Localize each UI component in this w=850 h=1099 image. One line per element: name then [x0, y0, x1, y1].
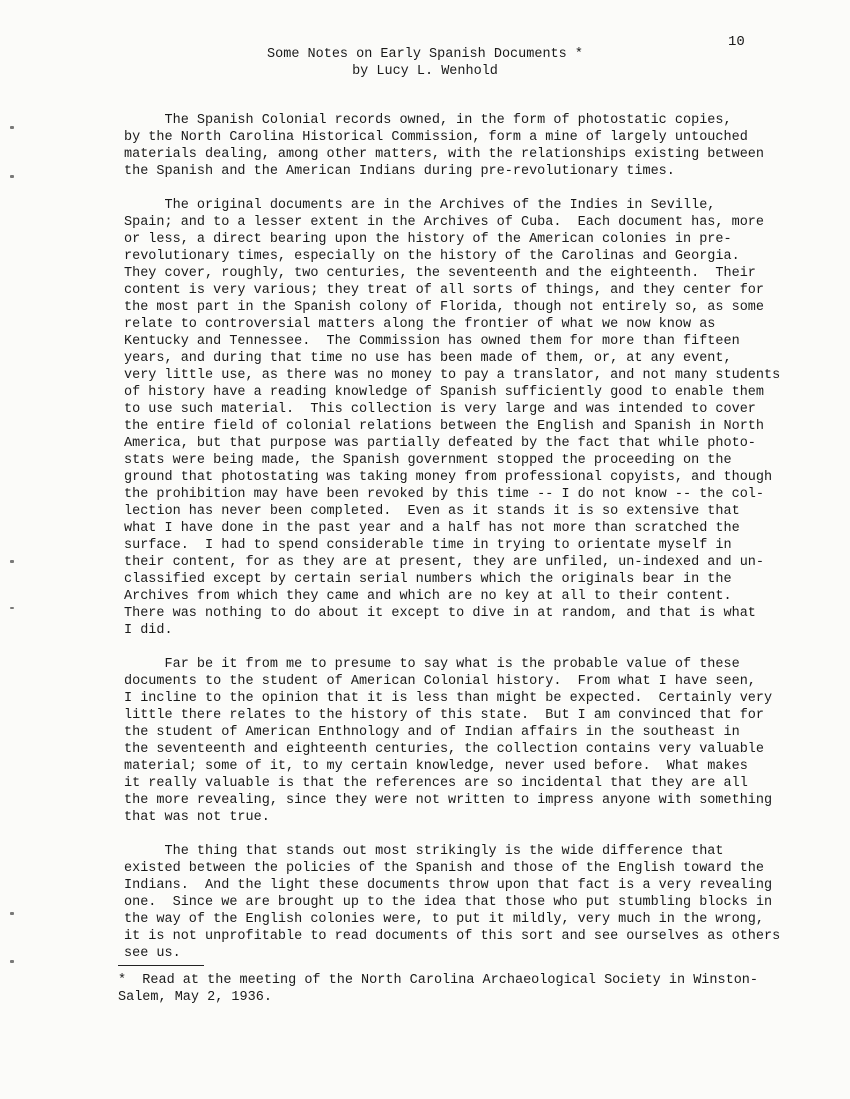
text-line: Spain; and to a lesser extent in the Archives of Cuba. Each document has, more [124, 215, 765, 230]
text-line: America, but that purpose was partially defeated by the fact that while photo- [124, 436, 756, 451]
text-line: little there relates to the history of this state. But I am convinced that for [124, 708, 765, 723]
scan-mark [10, 126, 14, 129]
scan-mark [10, 912, 14, 915]
text-line: one. Since we are brought up to the idea that those who put stumbling blocks in [124, 895, 773, 910]
text-line: relate to controversial matters along the frontier of what we now know as [124, 317, 716, 332]
text-line: that was not true. [124, 810, 270, 825]
document-body [124, 112, 800, 979]
text-line: of history have a reading knowledge of Spanish sufficiently good to enable them [124, 385, 765, 400]
page-number: 10 [728, 34, 745, 50]
text-line: materials dealing, among other matters, with the relationships existing between [124, 147, 765, 162]
paragraph [124, 843, 800, 962]
text-line: years, and during that time no use has been made of them, or, at any event, [124, 351, 732, 366]
text-line: ground that photostating was taking money from professional copyists, and though [124, 470, 773, 485]
text-line: The thing that stands out most strikingly is the wide difference that [124, 844, 724, 859]
text-line: the seventeenth and eighteenth centuries, the collection contains very valuable [124, 742, 765, 757]
text-line: The Spanish Colonial records owned, in the form of photostatic copies, [124, 113, 732, 128]
paragraph [124, 112, 800, 180]
text-line: to use such material. This collection is very large and was intended to cover [124, 402, 756, 417]
text-line: the student of American Enthnology and of Indian affairs in the southeast in [124, 725, 740, 740]
text-line: documents to the student of American Colonial history. From what I have seen, [124, 674, 756, 689]
text-line: the most part in the Spanish colony of Florida, though not entirely so, as some [124, 300, 765, 315]
text-line: their content, for as they are at present, they are unfiled, un-indexed and un- [124, 555, 765, 570]
text-line: revolutionary times, especially on the history of the Carolinas and Georgia. [124, 249, 740, 264]
text-line: They cover, roughly, two centuries, the seventeenth and the eighteenth. Their [124, 266, 756, 281]
text-line: what I have done in the past year and a half has not more than scratched the [124, 521, 740, 536]
paragraph [124, 656, 800, 826]
text-line: Kentucky and Tennessee. The Commission has owned them for more than fifteen [124, 334, 740, 349]
text-line: content is very various; they treat of all sorts of things, and they center for [124, 283, 765, 298]
text-line: very little use, as there was no money to pay a translator, and not many students [124, 368, 781, 383]
scan-mark [10, 175, 14, 178]
text-line: The original documents are in the Archives of the Indies in Seville, [124, 198, 716, 213]
scan-mark [10, 960, 14, 963]
text-line: material; some of it, to my certain knowledge, never used before. What makes [124, 759, 748, 774]
text-line: the entire field of colonial relations between the English and Spanish in North [124, 419, 765, 434]
text-line: Archives from which they came and which are no key at all to their content. [124, 589, 732, 604]
scan-mark [10, 607, 14, 609]
text-line: stats were being made, the Spanish government stopped the proceeding on the [124, 453, 732, 468]
text-line: it really valuable is that the references are so incidental that they are all [124, 776, 748, 791]
text-line: the Spanish and the American Indians during pre-revolutionary times. [124, 164, 675, 179]
text-line: existed between the policies of the Spanish and those of the English toward the [124, 861, 765, 876]
document-title-block [0, 46, 850, 80]
text-line: I incline to the opinion that it is less than might be expected. Certainly very [124, 691, 773, 706]
text-line: see us. [124, 946, 181, 961]
text-line: the way of the English colonies were, to put it mildly, very much in the wrong, [124, 912, 765, 927]
text-line: There was nothing to do about it except to dive in at random, and that is what [124, 606, 756, 621]
text-line: Far be it from me to presume to say what is the probable value of these [124, 657, 740, 672]
text-line: Indians. And the light these documents throw upon that fact is a very revealing [124, 878, 773, 893]
text-line: by the North Carolina Historical Commission, form a mine of largely untouched [124, 130, 748, 145]
document-author: by Lucy L. Wenhold [352, 64, 498, 79]
paragraph [124, 197, 800, 639]
text-line: it is not unprofitable to read documents of this sort and see ourselves as others [124, 929, 781, 944]
footnote-line: * Read at the meeting of the North Carolina Archaeological Society in Winston- [118, 973, 759, 988]
text-line: surface. I had to spend considerable time in trying to orientate myself in [124, 538, 732, 553]
footnote-divider [118, 965, 204, 966]
scan-mark [10, 560, 14, 563]
text-line: I did. [124, 623, 173, 638]
text-line: lection has never been completed. Even as it stands it is so extensive that [124, 504, 740, 519]
text-line: or less, a direct bearing upon the history of the American colonies in pre- [124, 232, 732, 247]
footnote-line: Salem, May 2, 1936. [118, 990, 272, 1005]
document-title: Some Notes on Early Spanish Documents * [267, 47, 583, 62]
footnote [118, 972, 808, 1006]
text-line: classified except by certain serial numbers which the originals bear in the [124, 572, 732, 587]
text-line: the prohibition may have been revoked by this time -- I do not know -- the col- [124, 487, 765, 502]
text-line: the more revealing, since they were not written to impress anyone with something [124, 793, 773, 808]
